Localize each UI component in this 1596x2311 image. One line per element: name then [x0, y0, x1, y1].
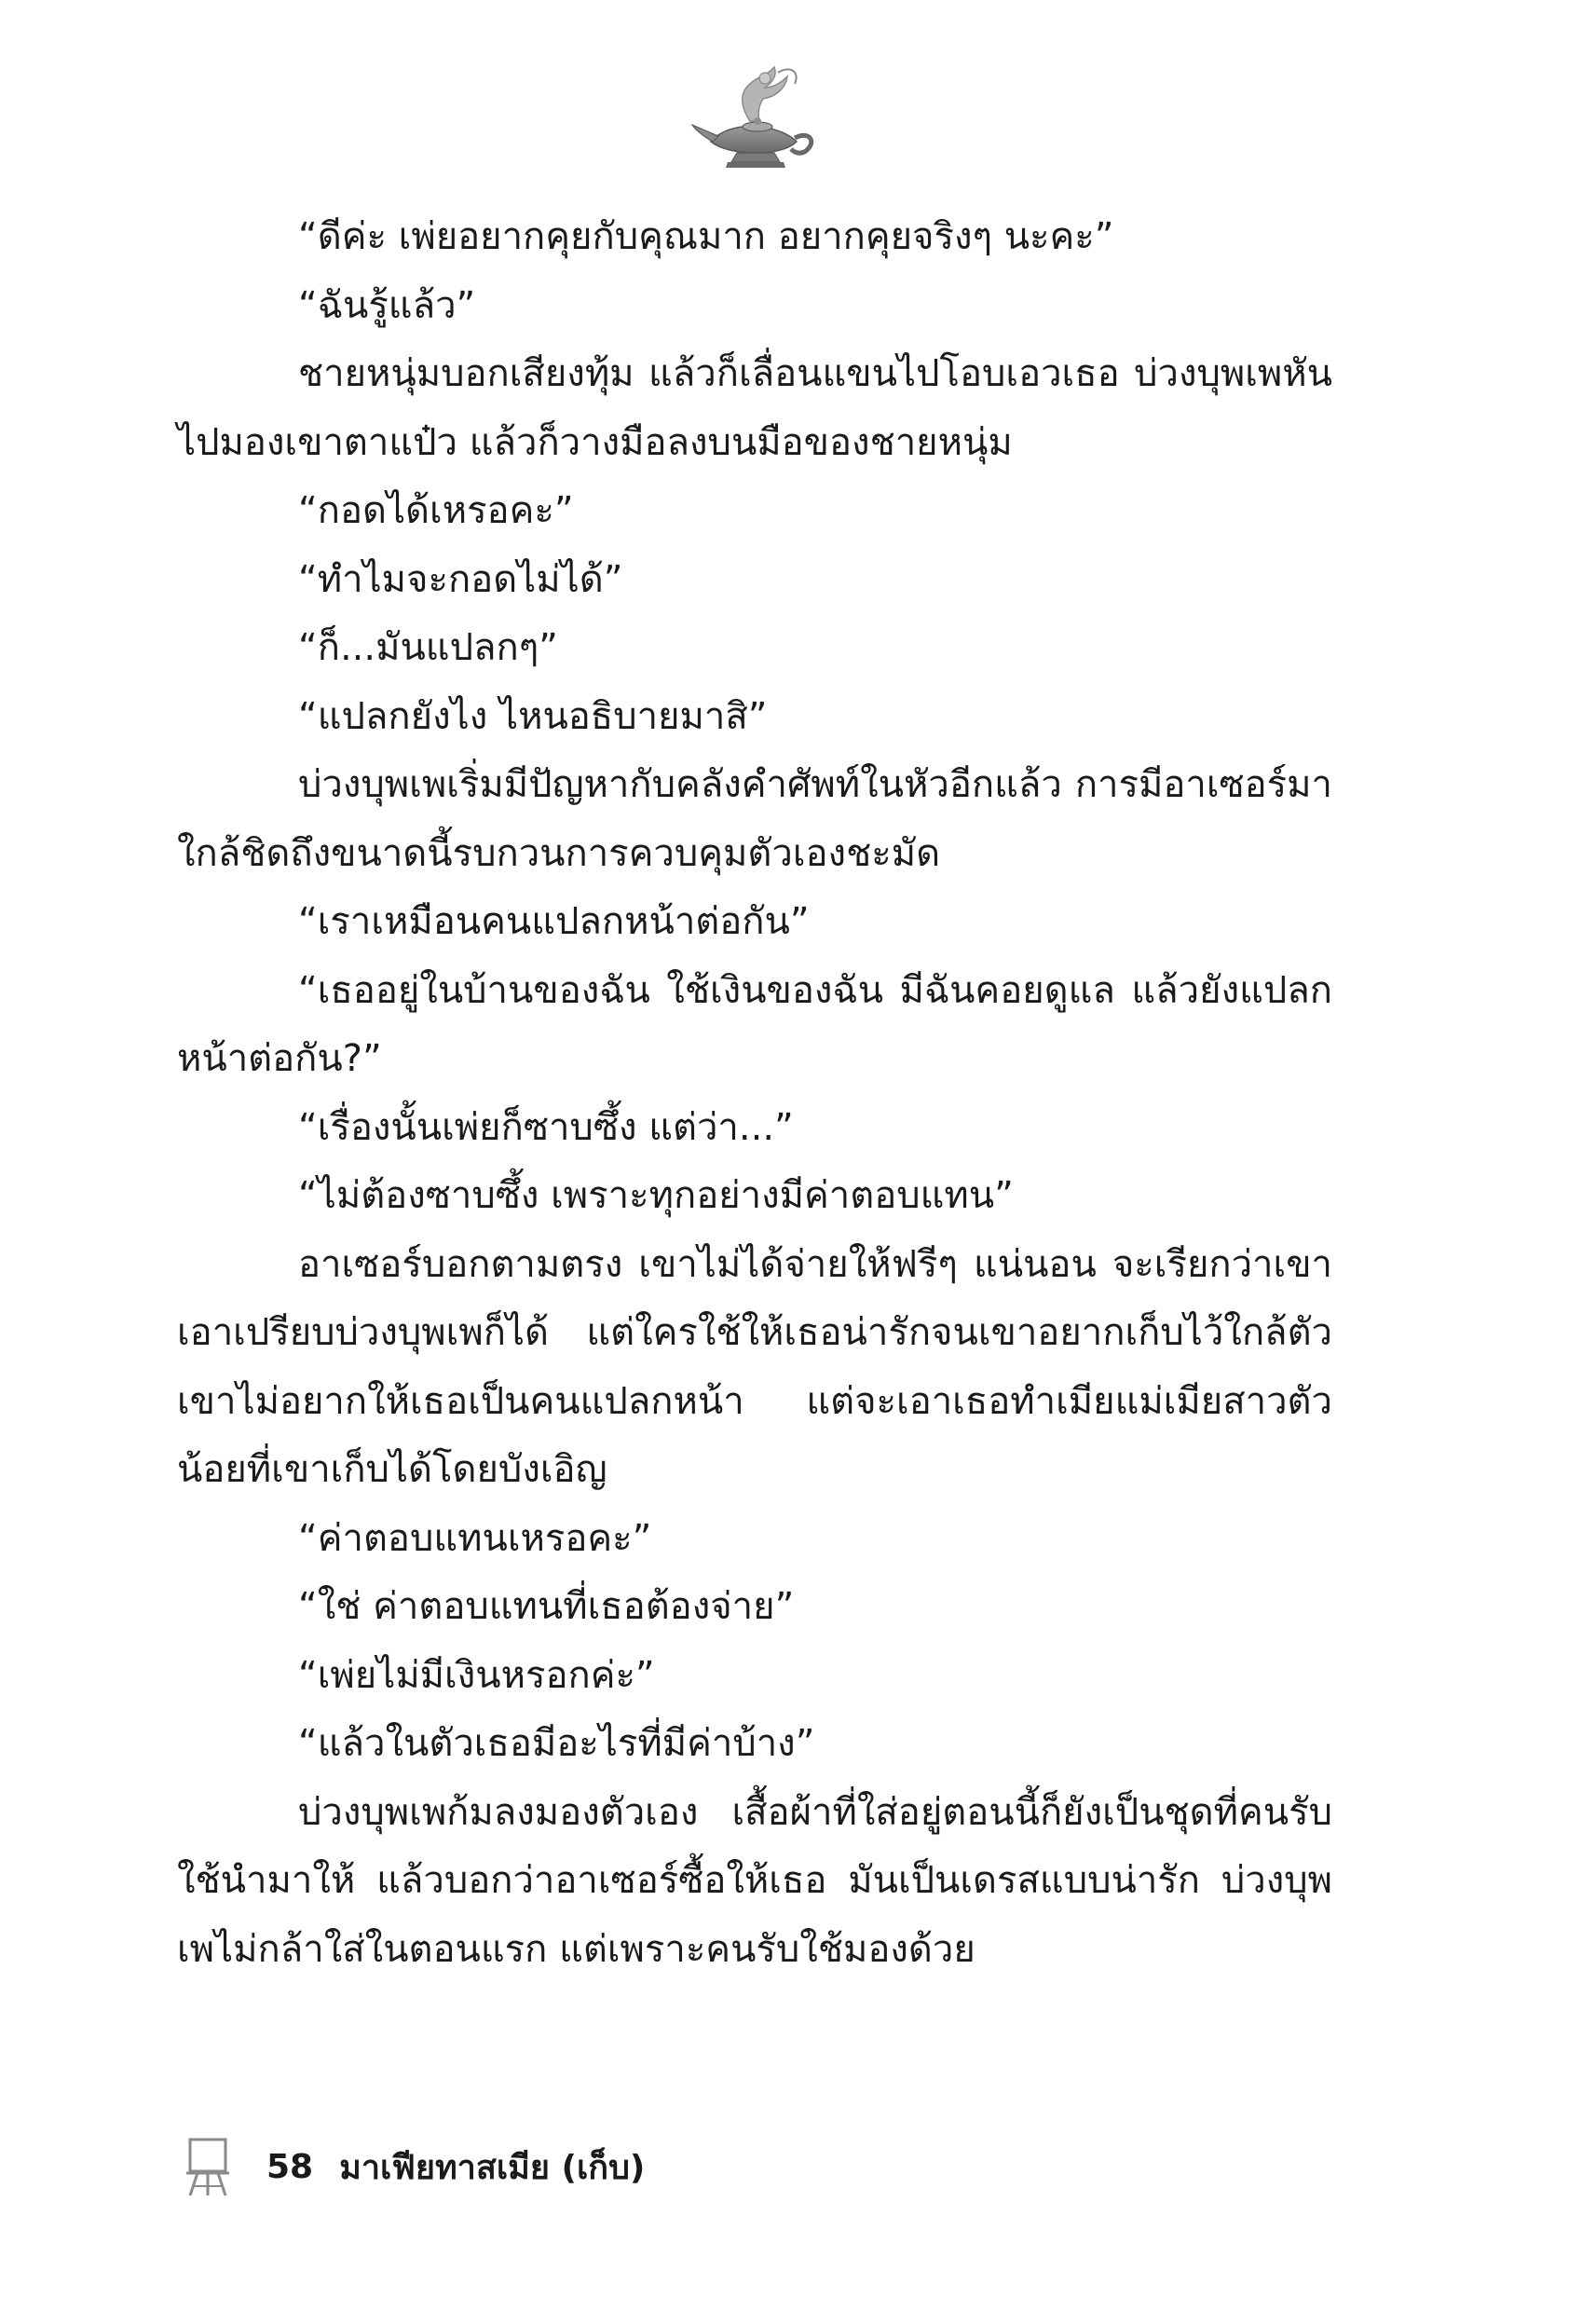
running-title: มาเฟียทาสเมีย (เก็บ): [339, 2148, 646, 2187]
paragraph: “ใช่ ค่าตอบแทนที่เธอต้องจ่าย”: [298, 1585, 795, 1628]
paragraph: บ่วงบุพเพก้มลงมองตัวเอง เสื้อผ้าที่ใส่อยู่ตอนนี้ก็ยังเป็นชุดที่คนรับใช้นำมาให้ แล้วบอกว่าอาเซอร์ซื้อให้เธอ มันเป็นเดรสแบบน่ารัก บ่วงบุพเพไม่กล้าใส่ในตอนแรก แต่เพราะคนรับใช้มองด้วย: [177, 1790, 1332, 1971]
paragraph: “ค่าตอบแทนเหรอคะ”: [298, 1516, 652, 1560]
paragraph: “เธออยู่ในบ้านของฉัน ใช้เงินของฉัน มีฉันคอยดูแล แล้วยังแปลกหน้าต่อกัน?”: [177, 968, 1332, 1080]
paragraph: “ฉันรู้แล้ว”: [298, 283, 476, 327]
paragraph: “แปลกยังไง ไหนอธิบายมาสิ”: [298, 694, 768, 738]
teapot-genie-icon: [685, 56, 825, 177]
paragraph: ชายหนุ่มบอกเสียงทุ้ม แล้วก็เลื่อนแขนไปโอบเอวเธอ บ่วงบุพเพหันไปมองเขาตาแป๋ว แล้วก็วางมือลงบนมือของชายหนุ่ม: [177, 352, 1332, 464]
paragraph: “ไม่ต้องซาบซึ้ง เพราะทุกอย่างมีค่าตอบแทน”: [298, 1174, 1014, 1217]
paragraph: “กอดได้เหรอคะ”: [298, 489, 574, 532]
story-text: [177, 203, 1332, 1984]
paragraph: “เพ่ยไม่มีเงินหรอกค่ะ”: [298, 1653, 655, 1697]
paragraph: อาเซอร์บอกตามตรง เขาไม่ได้จ่ายให้ฟรีๆ แน่นอน จะเรียกว่าเขาเอาเปรียบบ่วงบุพเพก็ได้ แต่ใครใช้ให้เธอน่ารักจนเขาอยากเก็บไว้ใกล้ตัว เขาไม่อยากให้เธอเป็นคนแปลกหน้า แต่จะเอาเธอทำเมียแม่เมียสาวตัวน้อยที่เขาเก็บได้โดยบังเอิญ: [177, 1242, 1332, 1491]
paragraph: “เราเหมือนคนแปลกหน้าต่อกัน”: [298, 900, 810, 943]
paragraph: “ทำไมจะกอดไม่ได้”: [298, 557, 623, 601]
paragraph: “แล้วในตัวเธอมีอะไรที่มีค่าบ้าง”: [298, 1722, 815, 1765]
paragraph: “ดีค่ะ เพ่ยอยากคุยกับคุณมาก อยากคุยจริงๆ นะคะ”: [298, 215, 1114, 258]
paragraph: บ่วงบุพเพเริ่มมีปัญหากับคลังคำศัพท์ในหัวอีกแล้ว การมีอาเซอร์มาใกล้ชิดถึงขนาดนี้รบกวนการควบคุมตัวเองชะมัด: [177, 763, 1332, 875]
page-number: 58: [266, 2147, 314, 2186]
easel-icon: [186, 2136, 229, 2197]
page-footer: [186, 2134, 645, 2199]
paragraph: “เรื่องนั้นเพ่ยก็ซาบซึ้ง แต่ว่า...”: [298, 1105, 794, 1149]
paragraph: “ก็...มันแปลกๆ”: [298, 626, 558, 669]
